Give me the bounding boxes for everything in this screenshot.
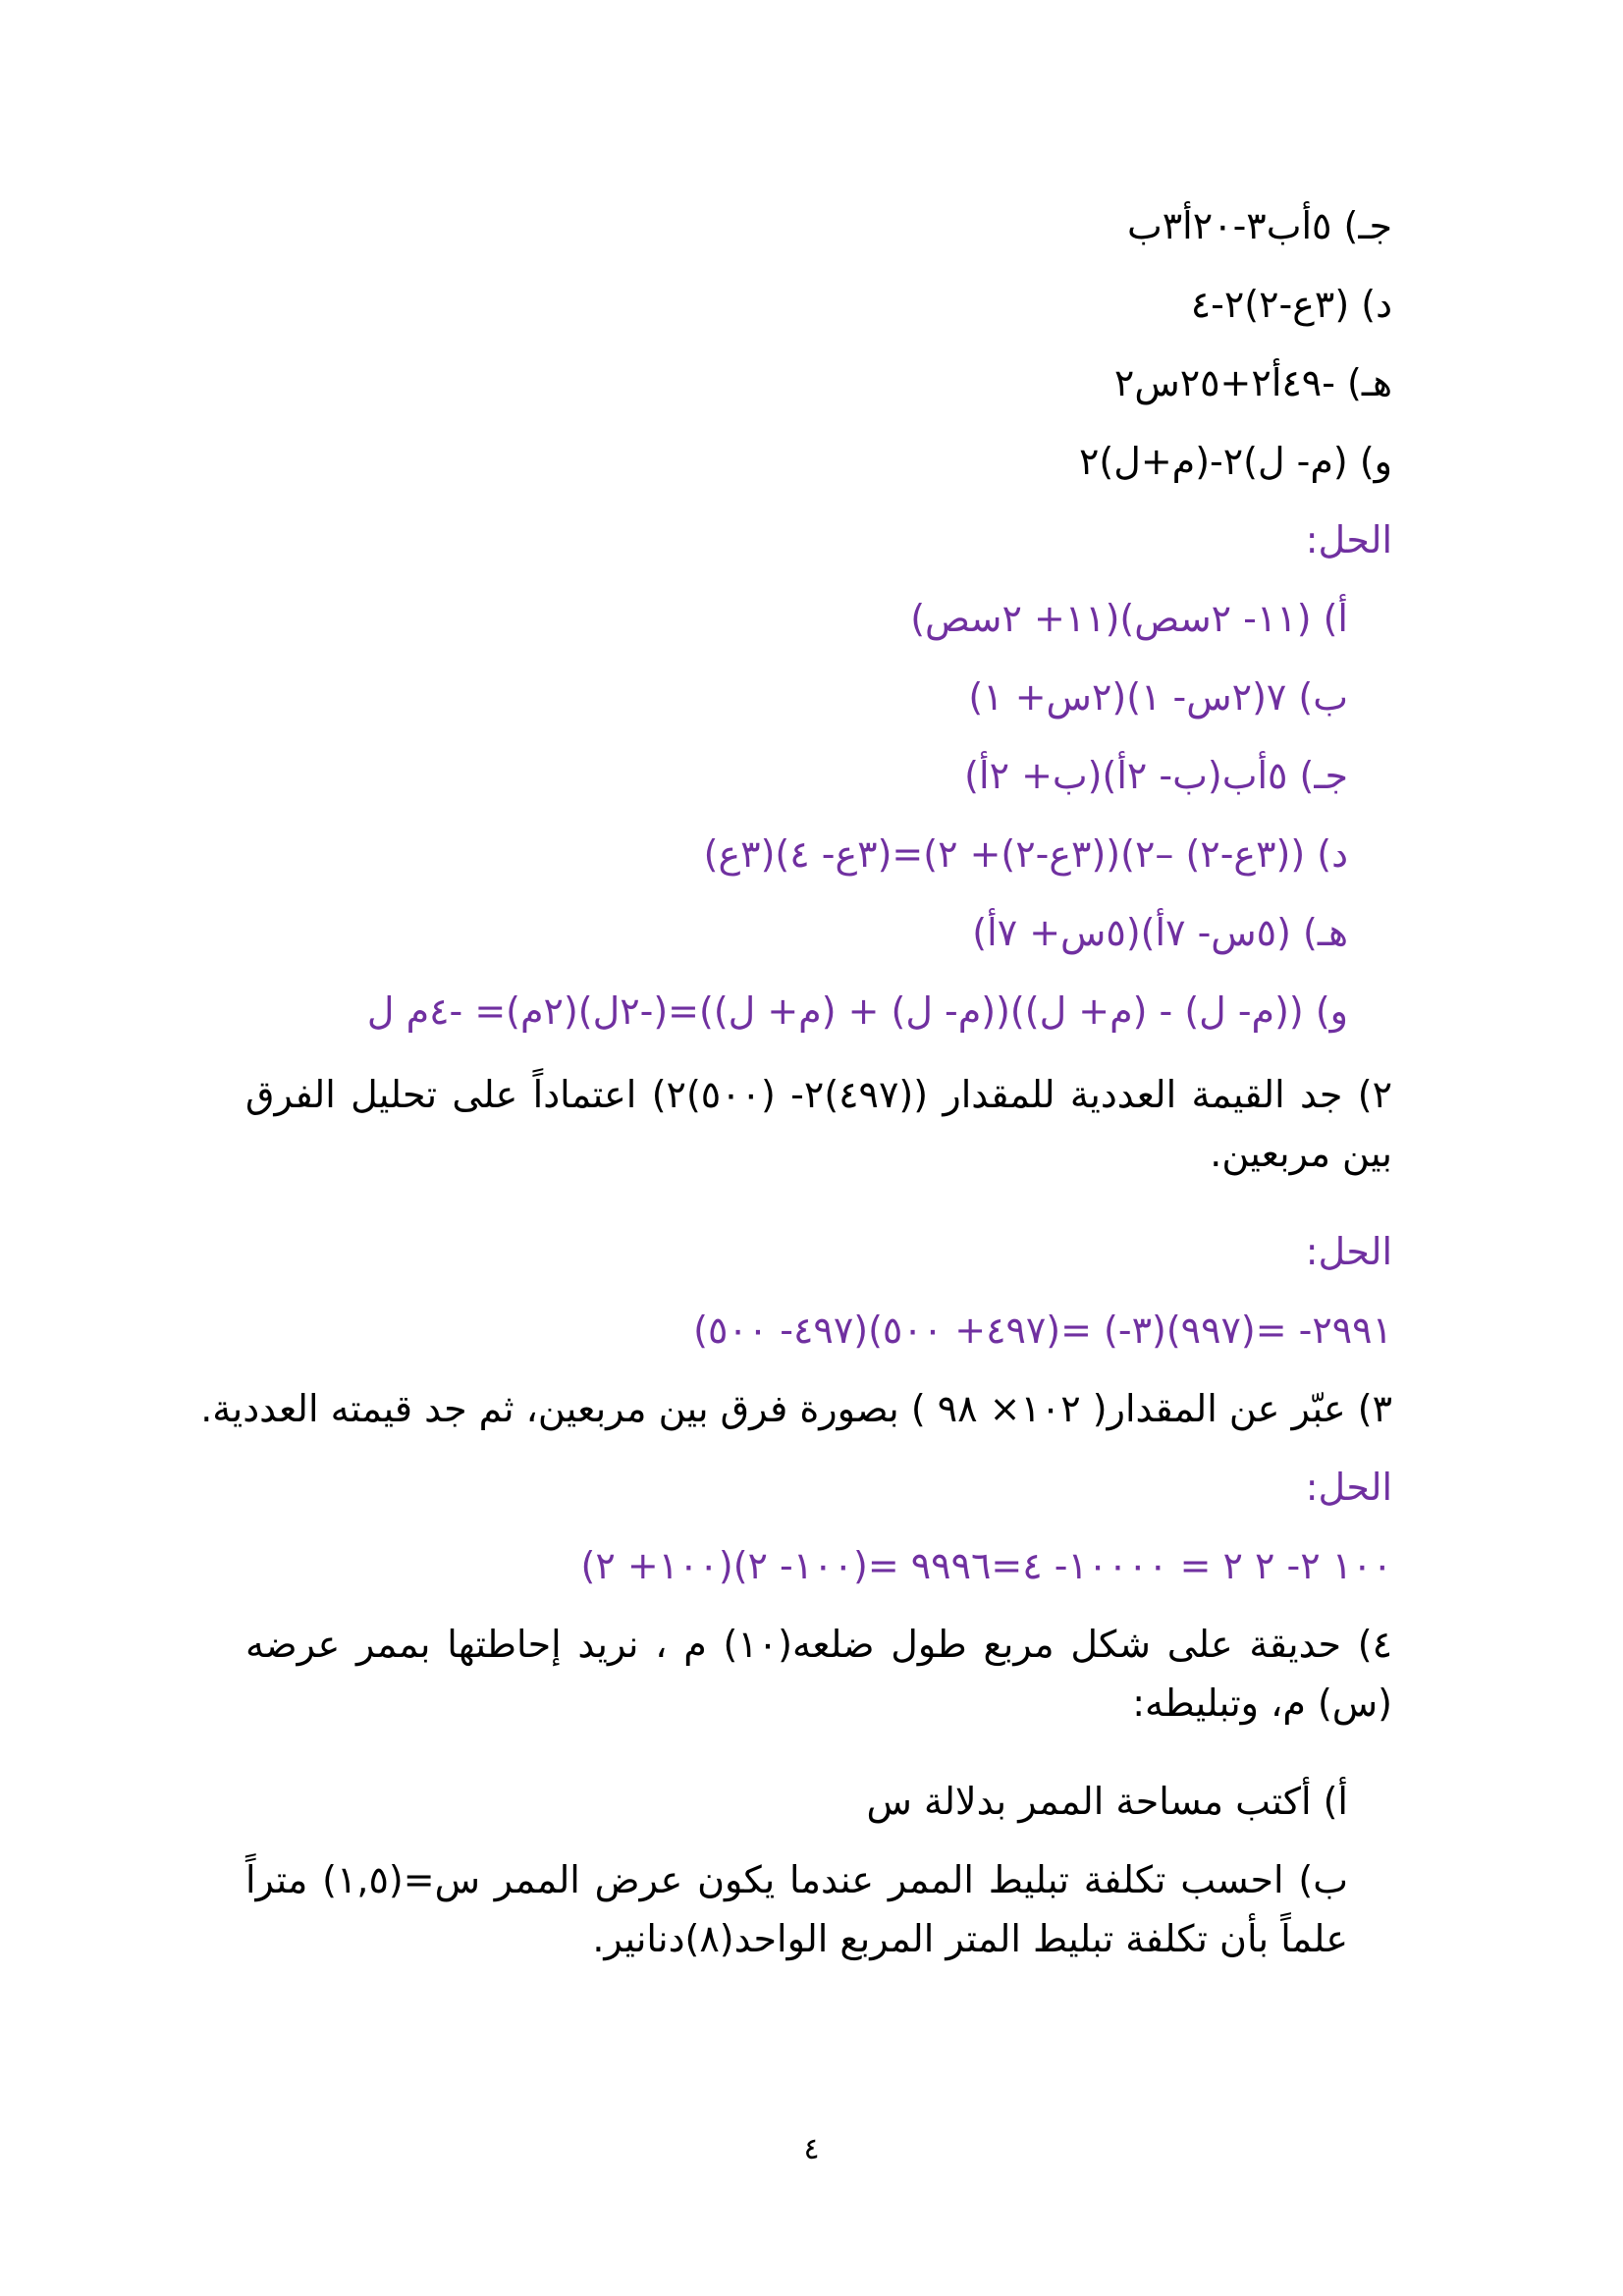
exercise1-item-e: هـ) -٤٩أ٢+٢٥س٢	[1113, 361, 1392, 404]
exercise4-part-a: أ) أكتب مساحة الممر بدلالة س	[866, 1780, 1348, 1823]
exercise1-solution-f: و) ((م- ل) - (م+ ل))((م- ل) + (م+ ل))=(-٢ل)(٢م)= -٤م ل	[366, 989, 1348, 1033]
exercise1-solution-c: جـ) ٥أب(ب- ٢أ)(ب+ ٢أ)	[964, 754, 1348, 797]
exercise4-question: ٤) حديقة على شكل مربع طول ضلعه(١٠) م ، نريد إحاطتها بممر عرضه (س) م، وتبليطه:	[245, 1623, 1392, 1725]
exercise2-question: ٢) جد القيمة العددية للمقدار ((٤٩٧)٢- (٥٠٠)٢) اعتماداً على تحليل الفرق بين مربعين.	[245, 1073, 1392, 1175]
exercise3-question: ٣) عبّر عن المقدار( ١٠٢× ٩٨ ) بصورة فرق بين مربعين، ثم جد قيمته العددية.	[200, 1387, 1392, 1430]
exercise1-solution-label: الحل:	[1305, 518, 1392, 561]
exercise1-item-d: د) (٣ع-٢)٢-٤	[1190, 283, 1392, 326]
exercise1-item-c: جـ) ٥أب٣-٢٠أ٣ب	[1126, 204, 1392, 247]
exercise4-part-b: ب) احسب تكلفة تبليط الممر عندما يكون عرض الممر س=(١,٥) متراً علماً بأن تكلفة تبليط المتر المربع الواحد(٨)دنانير.	[245, 1858, 1349, 1960]
exercise3-solution: (١٠٠+ ٢)(١٠٠- ٢)= ١٠٠ ٢- ٢ ٢ = ١٠٠٠٠- ٤=٩٩٩٦	[580, 1544, 1392, 1587]
exercise1-solution-a: أ) (١١- ٢سص)(١١+ ٢سص)	[910, 597, 1348, 640]
exercise2-solution: (٤٩٧- ٥٠٠)(٤٩٧+ ٥٠٠)= (-٣)(٩٩٧)= -٢٩٩١	[693, 1308, 1392, 1352]
exercise2-solution-label: الحل:	[1305, 1230, 1392, 1273]
exercise1-solution-e: هـ) (٥س- ٧أ)(٥س+ ٧أ)	[972, 911, 1348, 954]
exercise1-solution-b: ب) ٧(٢س- ١)(٢س+ ١)	[968, 675, 1348, 719]
exercise1-item-f: و) (م- ل)٢-(م+ل)٢	[1078, 440, 1392, 483]
page-number: ٤	[803, 2132, 820, 2166]
exercise1-solution-d: د) ((٣ع-٢) –٢)((٣ع-٢)+ ٢)=(٣ع- ٤)(٣ع)	[703, 832, 1348, 876]
exercise3-solution-label: الحل:	[1305, 1466, 1392, 1509]
